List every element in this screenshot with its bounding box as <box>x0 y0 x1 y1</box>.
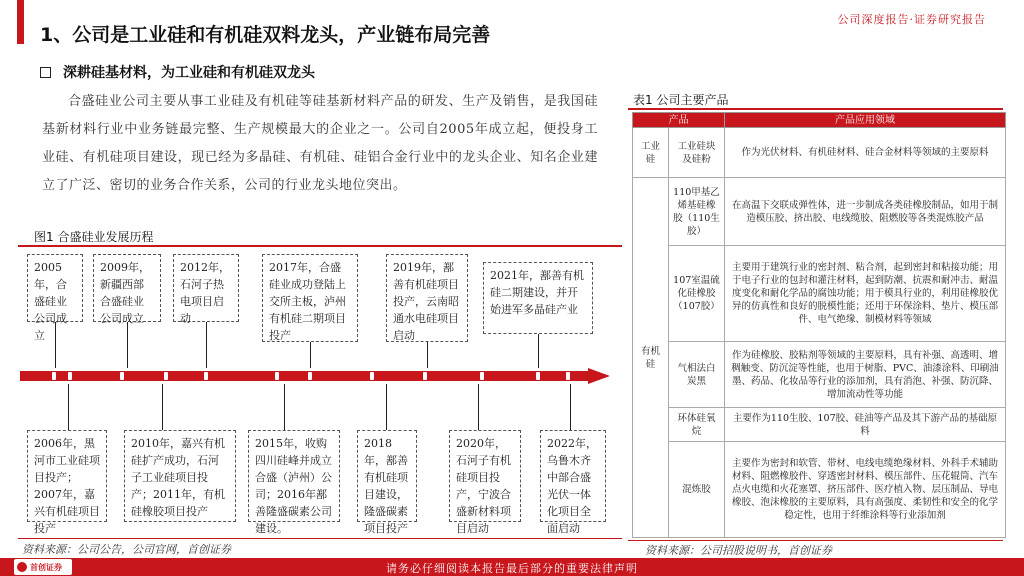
page-title: 1、公司是工业硅和有机硅双料龙头，产业链布局完善 <box>40 24 491 46</box>
header-accent-bar <box>17 0 24 44</box>
table-product-cell: 110甲基乙烯基硅橡胶（110生胶） <box>669 178 725 246</box>
section-subtitle: 深耕硅基材料，为工业硅和有机硅双龙头 <box>63 65 315 81</box>
timeline-event-box: 2019年，鄯善有机硅项目投产，云南昭通水电硅项目启动 <box>386 254 468 342</box>
timeline-connector <box>68 384 69 430</box>
timeline-event-box: 2010年，嘉兴有机硅扩产成功，石河子工业硅项目投产；2011年，有机硅橡胶项目投产 <box>124 430 236 522</box>
timeline-connector <box>206 322 207 368</box>
products-table <box>632 112 1006 538</box>
timeline-connector <box>162 384 163 430</box>
figure-source-rule <box>18 538 622 539</box>
table-application-cell: 作为光伏材料、有机硅材料、硅合金材料等领域的主要原料 <box>725 128 1006 178</box>
timeline-connector <box>478 384 479 430</box>
table-application-cell: 作为硅橡胶、胶粘剂等领域的主要原料，具有补强、高透明、增稠触变、防沉淀等性能，也用于树脂、PVC、油漆涂料、印刷油墨、药品、化妆品等行业的添加剂，具有消泡、补强、防沉降、增加流动性等功能 <box>725 342 1006 408</box>
table-application-cell: 主要作为110生胶、107胶、硅油等产品及其下游产品的基础原料 <box>725 408 1006 442</box>
timeline-event-box: 2021年，鄯善有机硅二期建设，并开始进军多晶硅产业 <box>483 262 593 334</box>
table-source-rule <box>628 540 1003 541</box>
timeline-connector <box>284 384 285 430</box>
timeline-event-box: 2018年，鄯善有机硅项目建设，隆盛碳素项目投产 <box>357 430 417 522</box>
table-source: 资料来源：公司招股说明书，首创证券 <box>645 544 832 557</box>
table-application-cell: 在高温下交联成弹性体，进一步制成各类硅橡胶制品，如用于制造模压胶、挤出胶、电线缆胶、阻燃胶等各类混炼胶产品 <box>725 178 1006 246</box>
timeline-event-box: 2015年，收购四川硅峰并成立合盛（泸州）公司；2016年鄯善隆盛碳素公司建设。 <box>248 430 340 522</box>
table-header-row <box>633 113 1006 128</box>
timeline-connector <box>570 384 571 430</box>
report-type-label: 公司深度报告·证券研究报告 <box>837 13 986 26</box>
table-product-cell: 107室温硫化硅橡胶（107胶） <box>669 246 725 342</box>
timeline-arrow <box>20 368 610 384</box>
timeline-event-box: 2005年，合盛硅业公司成立 <box>27 254 83 322</box>
table-row <box>633 128 1006 178</box>
table-product-cell: 混炼胶 <box>669 442 725 538</box>
table-product-cell: 气相法白炭黑 <box>669 342 725 408</box>
table-title: 表1 公司主要产品 <box>633 93 729 107</box>
intro-paragraph: 合盛硅业公司主要从事工业硅及有机硅等硅基新材料产品的研发、生产及销售，是我国硅基新材料行业中业务链最完整、生产规模最大的企业之一。公司自2005年成立起，便投身工业硅、有机硅项目建设，现已经为多晶硅、有机硅、硅铝合金行业中的龙头企业、知名企业建立了广泛、密切的业务合作关系，公司的行业龙头地位突出。 <box>42 94 598 193</box>
figure-source: 资料来源：公司公告，公司官网，首创证券 <box>22 543 231 556</box>
timeline-connector <box>427 342 428 368</box>
timeline-connector <box>386 384 387 430</box>
table-row <box>633 342 1006 408</box>
table-row <box>633 178 1006 246</box>
table-product-cell: 工业硅块及硅粉 <box>669 128 725 178</box>
table-group-cell: 工业硅 <box>633 128 669 178</box>
timeline-event-box: 2009年，新疆西部合盛硅业公司成立 <box>93 254 161 322</box>
timeline-event-box: 2006年，黑河市工业硅项目投产；2007年，嘉兴有机硅项目投产 <box>27 430 107 522</box>
timeline-event-box: 2020年，石河子有机硅项目投产，宁波合盛新材料项目启动 <box>449 430 521 522</box>
table-application-cell: 主要作为密封和软管、带材、电线电缆绝缘材料、外科手术辅助材料、阻燃橡胶件、穿透密封材料、模压部件、压花辊筒、汽车点火电缆和火花塞罩、挤压部件、医疗植入物、层压制品、导电橡胶、泡沫橡胶的主要原料，具有高强度、柔韧性和安全的化学稳定性，也用于纤维涂料等行业添加剂 <box>725 442 1006 538</box>
brand-logo <box>14 559 72 575</box>
table-group-cell: 有机硅 <box>633 178 669 538</box>
checkbox-square-icon <box>40 67 51 78</box>
figure-title: 图1 合盛硅业发展历程 <box>34 230 154 244</box>
table-application-cell: 主要用于建筑行业的密封剂、粘合剂，起到密封和粘接功能；用于电子行业的包封和灌注材料，起到防潮、抗震和耐冲击、耐温度变化和耐化学品的腐蚀功能；用于模具行业的，利用硅橡胶优异的仿真性和良好的脱模性能；还用于环保涂料、垫片、模压部件、电气绝缘、制模材料等领域 <box>725 246 1006 342</box>
timeline-event-box: 2012年，石河子热电项目启动 <box>173 254 239 322</box>
table-header-application: 产品应用领域 <box>725 113 1006 128</box>
logo-text: 首创证券 <box>30 562 62 572</box>
table-title-rule <box>628 108 1003 110</box>
table-product-cell: 环体硅氧烷 <box>669 408 725 442</box>
timeline-connector <box>310 342 311 368</box>
table-row <box>633 442 1006 538</box>
table-row <box>633 408 1006 442</box>
figure-title-rule <box>18 245 622 247</box>
timeline-event-box: 2017年，合盛硅业成功登陆上交所主板，泸州有机硅二期项目投产 <box>262 254 358 342</box>
logo-mark-icon <box>17 562 27 572</box>
timeline-connector <box>538 334 539 368</box>
section-heading <box>40 62 315 82</box>
table-header-product: 产品 <box>633 113 725 128</box>
footer-disclaimer: 请务必仔细阅读本报告最后部分的重要法律声明 <box>386 562 638 575</box>
timeline-event-box: 2022年，乌鲁木齐中部合盛光伏一体化项目全面启动 <box>540 430 606 522</box>
timeline-connector <box>127 322 128 368</box>
timeline-connector <box>55 322 56 368</box>
table-row <box>633 246 1006 342</box>
